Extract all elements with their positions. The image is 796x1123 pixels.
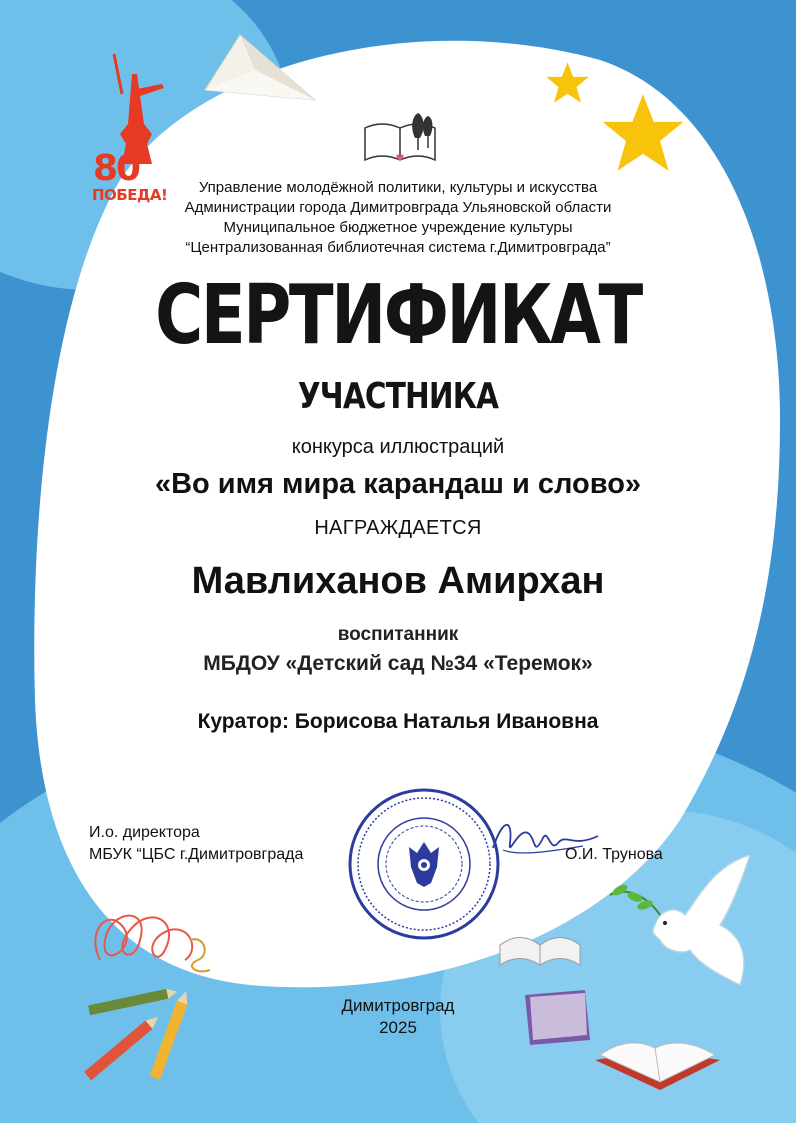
issue-year: 2025 xyxy=(379,1018,417,1037)
winner-role: воспитанник xyxy=(337,624,459,645)
winner-institution: МБДОУ «Детский сад №34 «Теремок» xyxy=(203,652,593,675)
book-icon xyxy=(495,910,585,980)
star-icon xyxy=(598,90,688,175)
issue-place-date xyxy=(0,995,796,1039)
organization-header xyxy=(0,178,796,258)
organization-line: Муниципальное бюджетное учреждение культуры xyxy=(223,219,573,236)
awarded-label: НАГРАЖДАЕТСЯ xyxy=(314,517,482,539)
signatory-name: О.И. Трунова xyxy=(565,846,663,863)
paper-plane-icon xyxy=(200,30,320,110)
organization-line: “Централизованная библиотечная система г.Димитровграда” xyxy=(185,239,611,256)
star-icon xyxy=(545,60,590,105)
winner-name: Мавлиханов Амирхан xyxy=(191,560,605,602)
dove-icon xyxy=(600,855,770,1005)
organization-line: Администрации города Димитровграда Ульяновской области xyxy=(184,199,612,216)
stamp-icon xyxy=(347,787,501,941)
organization-line: Управление молодёжной политики, культуры и искусства xyxy=(198,179,598,196)
signatory-position-line: И.о. директора xyxy=(89,824,200,841)
victory-badge-number: 80 xyxy=(93,148,140,189)
victory-badge-word: ПОБЕДА! xyxy=(92,186,168,204)
contest-name: «Во имя мира карандаш и слово» xyxy=(154,468,642,500)
signatory-position-line: МБУК “ЦБС г.Димитровграда xyxy=(89,846,304,863)
signatory-position xyxy=(89,822,303,866)
certificate-subtitle: УЧАСТНИКА xyxy=(297,376,499,417)
issue-city: Димитровград xyxy=(341,996,455,1015)
certificate-title: СЕРТИФИКАТ xyxy=(155,268,641,363)
curator-name: Куратор: Борисова Наталья Ивановна xyxy=(197,710,599,733)
library-logo-icon xyxy=(360,108,440,168)
contest-type: конкурса иллюстраций xyxy=(291,436,505,458)
